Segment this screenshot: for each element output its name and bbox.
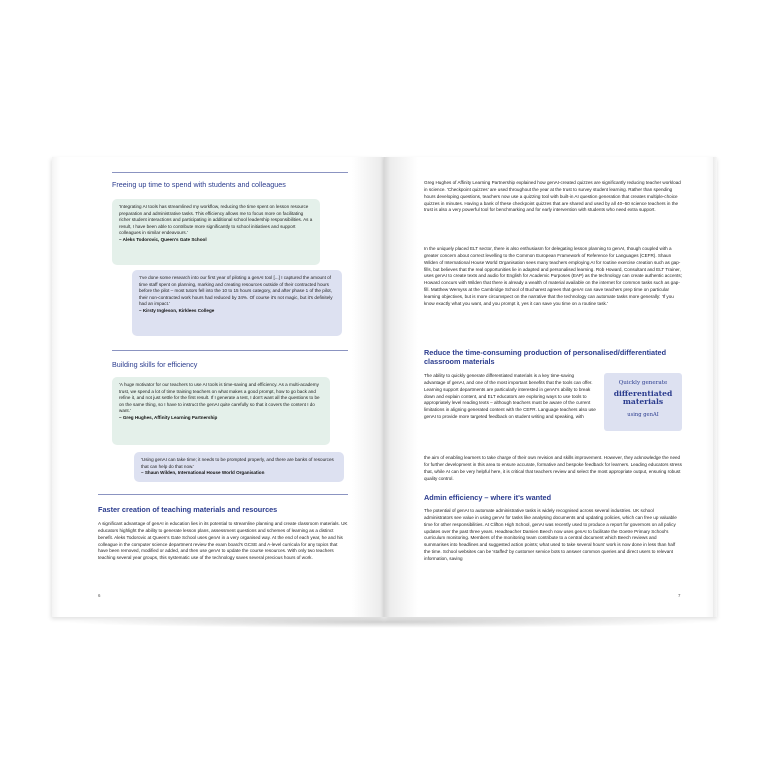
body-paragraph: The ability to quickly generate differentiated materials is a key time-saving advantage of genAI, and one of the most important benefits that the tools can offer. Learning support departments are particularly interested in genAI's ability to break down and explain content, and ELT educators are exploring ways to use tools to appropriately level reading texts – although teachers must be aware of the current limitations in aligning generated content with the CEFR. Language teachers also use genAI to provide more targeted feedback on student writing and speaking, with (424, 373, 596, 420)
section-rule (112, 172, 348, 173)
right-page (384, 157, 716, 617)
section-heading-faster-creation: Faster creation of teaching materials and resources (98, 505, 278, 514)
section-rule (112, 350, 348, 351)
quote-box-ingleson (132, 270, 342, 336)
quote-text: 'Using genAI can take time; it needs to be prompted properly, and there are banks of resources that can help do that now.' (141, 457, 334, 469)
quote-attribution: – Aleks Todorovic, Queen's Gate School (119, 236, 207, 242)
page-number: 7 (678, 593, 681, 598)
callout-line: Quickly generate (618, 380, 668, 386)
left-page (52, 157, 384, 617)
quote-attribution: – Greg Hughes, Affinity Learning Partnership (119, 414, 218, 420)
body-paragraph: Greg Hughes of Affinity Learning Partnership explained how genAI-created quizzes are significantly reducing teacher workload in science. 'Checkpoint quizzes' are used throughout the year at the trust to survey student learning. Rather than spending hours developing questions, teachers now use a quizzing tool with built-in AI question generation that creates multiple-choice quizzes in minutes. Having a bank of these checkpoint quizzes that are shared and used by all 40–50 science teachers in the trust is also a very powerful tool for benchmarking and for early intervention with students who need extra support. (424, 180, 681, 213)
page-number: 6 (98, 593, 101, 598)
callout-line: using genAI (627, 411, 659, 418)
quote-box-hughes (112, 377, 330, 445)
callout-box (604, 373, 682, 431)
quote-box-wilden (134, 452, 344, 482)
body-paragraph: In the uniquely placed ELT sector, there is also enthusiasm for delegating lesson planning to genAI, though coupled with a greater concern about correct levelling to the Common European Framework of Reference for Languages (CEFR). Shaun Wilden of International House World Organisation sees many teachers employing AI for routine exercise creation such as gap-fills, but believes that the real opportunities lie in adapted and personalised learning. Rob Howard, Consultant and ELT Trainer, uses genAI to create texts and audio for English for Academic Purposes (EAP) as the technology can create authentic accents; Howard concurs with Wilden that there is already a wealth of material available on the internet for common tasks such as gap-fill. Matthew Wemyss at the Cambridge School of Bucharest agrees that genAI can save teachers prep time on particular learning objectives, but is more circumspect on the narrative that the technology can automate tasks more generally: 'If you know exactly what you want, and you prompt it, yes it can save you time on a routine task.' (424, 246, 682, 306)
quote-text: 'A huge motivator for our teachers to use AI tools is time-saving and efficiency. As a multi-academy trust, we spend a lot of time training teachers on what makes a good prompt, how to go back and refine it, and not just settle for the first result. If I generate a test, I don't want all the questions to be on the same thing, so I have to instruct the genAI quite carefully so that it covers the content I do want.' (119, 382, 320, 414)
book-shadow (60, 616, 710, 628)
section-heading-differentiated: Reduce the time-consuming production of personalised/differentiated classroom materials (424, 348, 667, 366)
section-heading-building-skills: Building skills for efficiency (112, 360, 198, 369)
body-paragraph: The potential of genAI to automate administrative tasks is widely recognised across several industries. UK school administrators see value in using genAI for tasks like analysing documents and updating policies, which can free up valuable time for other responsibilities. At Clifton High School, genAI was recently used to produce a report for governors on all policy updates over the past three years. Headteacher Damien Beech now uses genAI to facilitate the Goetre Primary School's curriculum monitoring. Members of the monitoring team contribute to a central document which Beech reviews and summarises into headlines and suggested action points; what used to take several hours' work is now done in less than half the time. School websites can be 'staffed' by customer service bots to answer common queries and direct users to relevant information, saving (424, 508, 677, 561)
section-heading-freeing-time: Freeing up time to spend with students and colleagues (112, 180, 286, 189)
section-rule (98, 494, 348, 495)
body-paragraph: A significant advantage of genAI in education lies in its potential to streamline planning and create classroom materials. UK educators highlight the ability to generate lesson plans, assessment questions and schemes of learning as a distinct benefit. Aleks Todorovic at Queen's Gate School uses genAI in a very organised way. At the end of each year, he and his colleague in the computer science department review the exam board's GCSE and A-level curricula for any topics that have been removed, modified or added, and then use genAI to update the course resources. With only two teachers teaching several year groups, this systematic use of the technology saves several precious hours of work. (98, 521, 348, 561)
section-heading-admin-efficiency: Admin efficiency – where it's wanted (424, 493, 552, 502)
quote-box-todorovic (112, 199, 320, 265)
body-paragraph: the aim of enabling learners to take charge of their own revision and skills improvement. However, they acknowledge the need for further development in this area to ensure accurate, formative and bespoke feedback for learners. Leading educators stress that, while AI can be very helpful here, it is critical that teachers review and select the most appropriate output, ensuring robust quality control. (424, 455, 682, 481)
quote-attribution: – Kirsty Ingleson, Kirklees College (139, 307, 215, 313)
quote-text: 'Integrating AI tools has streamlined my workflow, reducing the time spent on lesson resource preparation and administrative tasks. This efficiency allows me to focus more on facilitating richer student interactions and participating in additional school leadership responsibilities. As a result, I have been able to contribute more significantly to school initiatives and support colleagues in similar endeavours.' (119, 204, 313, 236)
page-edge (713, 157, 717, 617)
quote-attribution: – Shaun Wilden, International House World Organisation (141, 470, 265, 476)
callout-emphasis: differentiated materials (613, 389, 673, 407)
quote-text: 'I've done some research into our first year of piloting a genAI tool [...] I captured the amount of time staff spent on planning, marking and creating resources outside of their contracted hours before the pilot – most tutors fell into the 10 to 15 hours category, and after phase 1 of the pilot, their non-contracted work hours had reduced by 34%. Of course it's not magic, but it's definitely had an impact.' (139, 275, 333, 307)
